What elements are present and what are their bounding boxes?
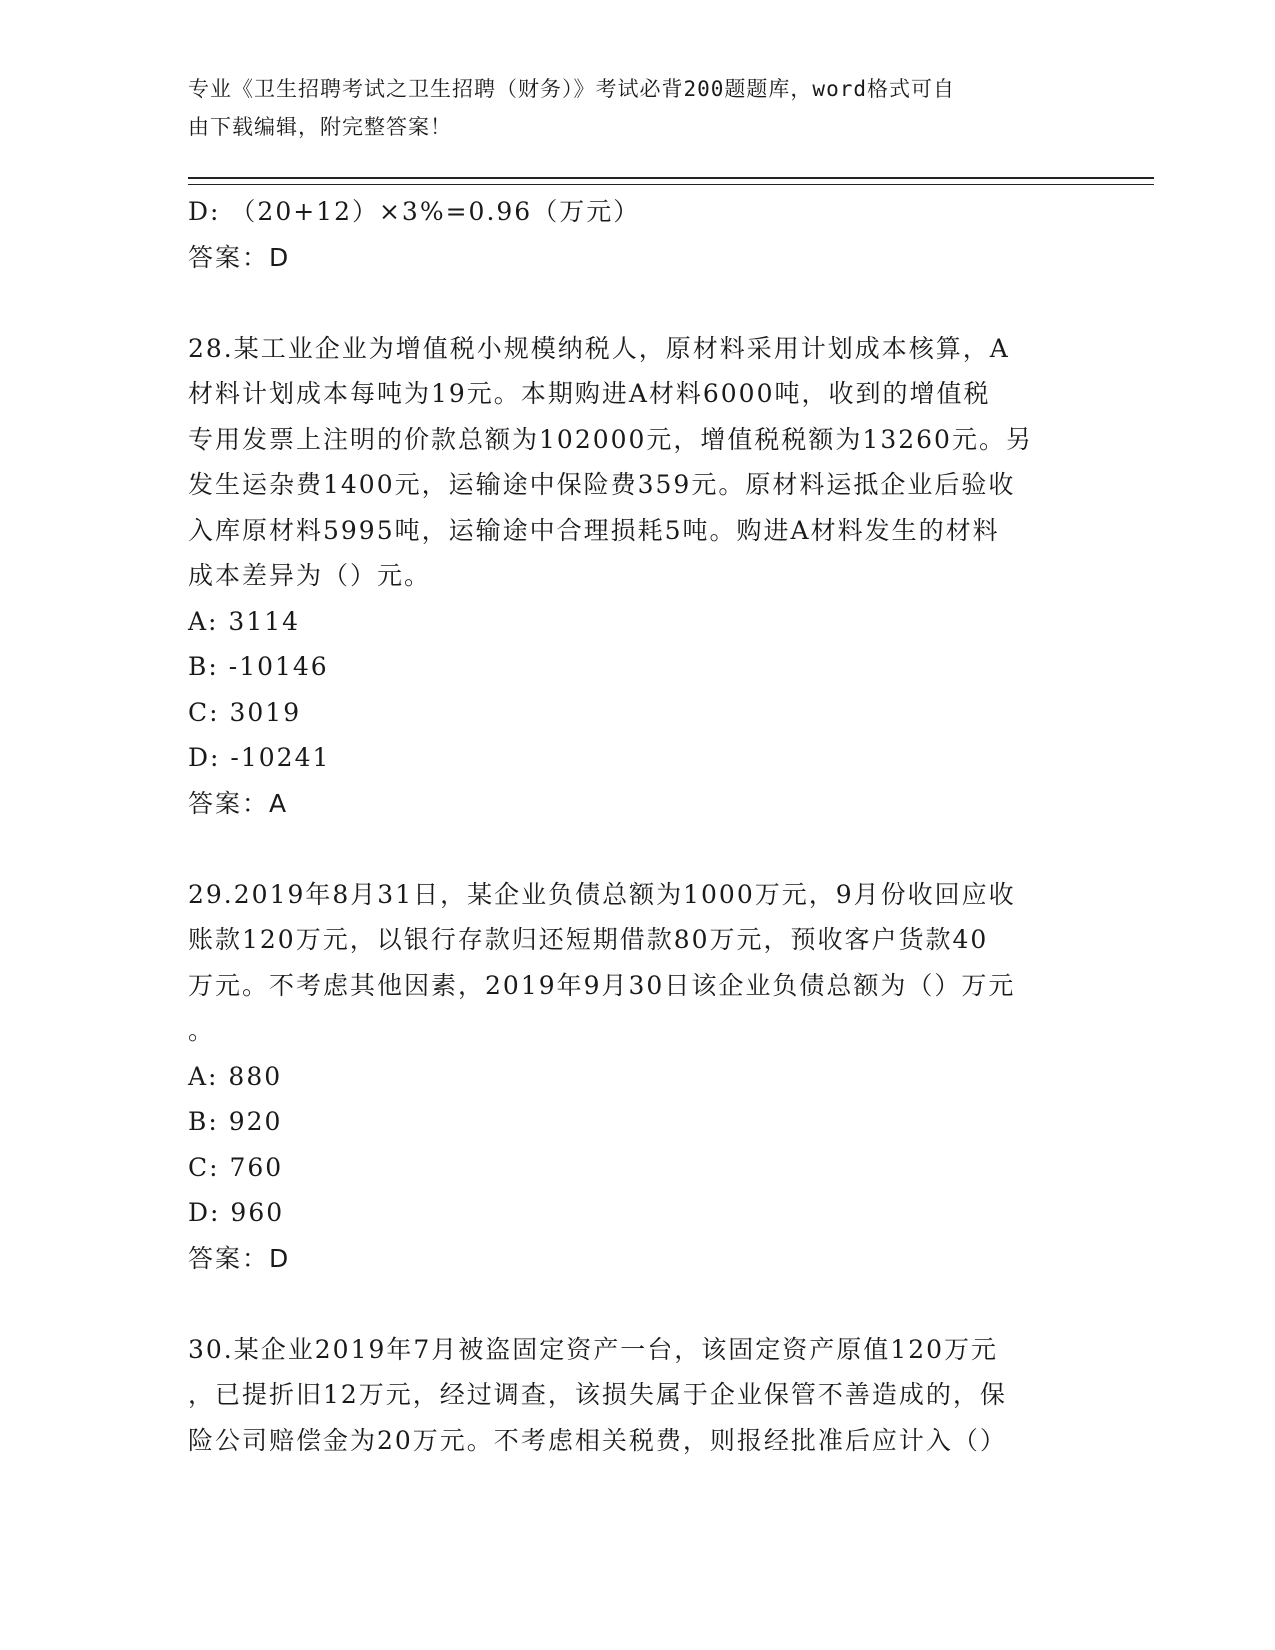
question-28 [188, 326, 1068, 827]
spacer [188, 1281, 1068, 1327]
question-text-line: 入库原材料5995吨，运输途中合理损耗5吨。购进A材料发生的材料 [188, 515, 1000, 545]
spacer [188, 826, 1068, 872]
question-29 [188, 872, 1068, 1282]
option-b: B: -10146 [188, 652, 329, 681]
question-text-line: 账款120万元，以银行存款归还短期借款80万元，预收客户货款40 [188, 925, 989, 954]
question-text-line: 专用发票上注明的价款总额为102000元，增值税税额为13260元。另 [188, 424, 1033, 454]
answer-line: 答案：A [188, 788, 289, 818]
question-text-line: 万元。不考虑其他因素，2019年9月30日该企业负债总额为（）万元 [188, 970, 1016, 1000]
option-b: B: 920 [188, 1107, 283, 1136]
header-line-1: 专业《卫生招聘考试之卫生招聘（财务）》考试必背200题题库，word格式可自 [188, 77, 955, 101]
document-body [188, 189, 1068, 1463]
option-d: D: （20+12）×3%=0.96（万元） [188, 197, 641, 226]
question-text-line: 成本差异为（）元。 [188, 561, 432, 590]
question-text-line: 材料计划成本每吨为19元。本期购进A材料6000吨，收到的增值税 [188, 379, 991, 408]
question-text-line: 30.某企业2019年7月被盗固定资产一台，该固定资产原值120万元 [188, 1334, 999, 1364]
option-a: A: 880 [188, 1061, 283, 1091]
question-text-line: 发生运杂费1400元，运输途中保险费359元。原材料运抵企业后验收 [188, 470, 1016, 499]
option-c: C: 760 [188, 1152, 284, 1182]
option-c: C: 3019 [188, 697, 302, 727]
header-divider [188, 177, 1154, 185]
option-a: A: 3114 [188, 606, 301, 636]
previous-question-tail [188, 189, 1068, 280]
document-header [188, 70, 1068, 146]
option-d: D: 960 [188, 1198, 285, 1227]
option-d: D: -10241 [188, 743, 331, 772]
question-text-line: 。 [188, 1016, 216, 1045]
answer-line: 答案：D [188, 242, 291, 272]
question-text-line: 28.某工业企业为增值税小规模纳税人，原材料采用计划成本核算，A [188, 333, 1010, 363]
question-text-line: 29.2019年8月31日，某企业负债总额为1000万元，9月份收回应收 [188, 879, 1016, 909]
spacer [188, 280, 1068, 326]
question-30 [188, 1327, 1068, 1464]
header-line-2: 由下载编辑，附完整答案！ [188, 115, 452, 139]
answer-line: 答案：D [188, 1243, 291, 1273]
question-text-line: ，已提折旧12万元，经过调查，该损失属于企业保管不善造成的，保 [188, 1380, 1007, 1409]
question-text-line: 险公司赔偿金为20万元。不考虑相关税费，则报经批准后应计入（） [188, 1425, 1007, 1455]
document-page [188, 70, 1088, 146]
